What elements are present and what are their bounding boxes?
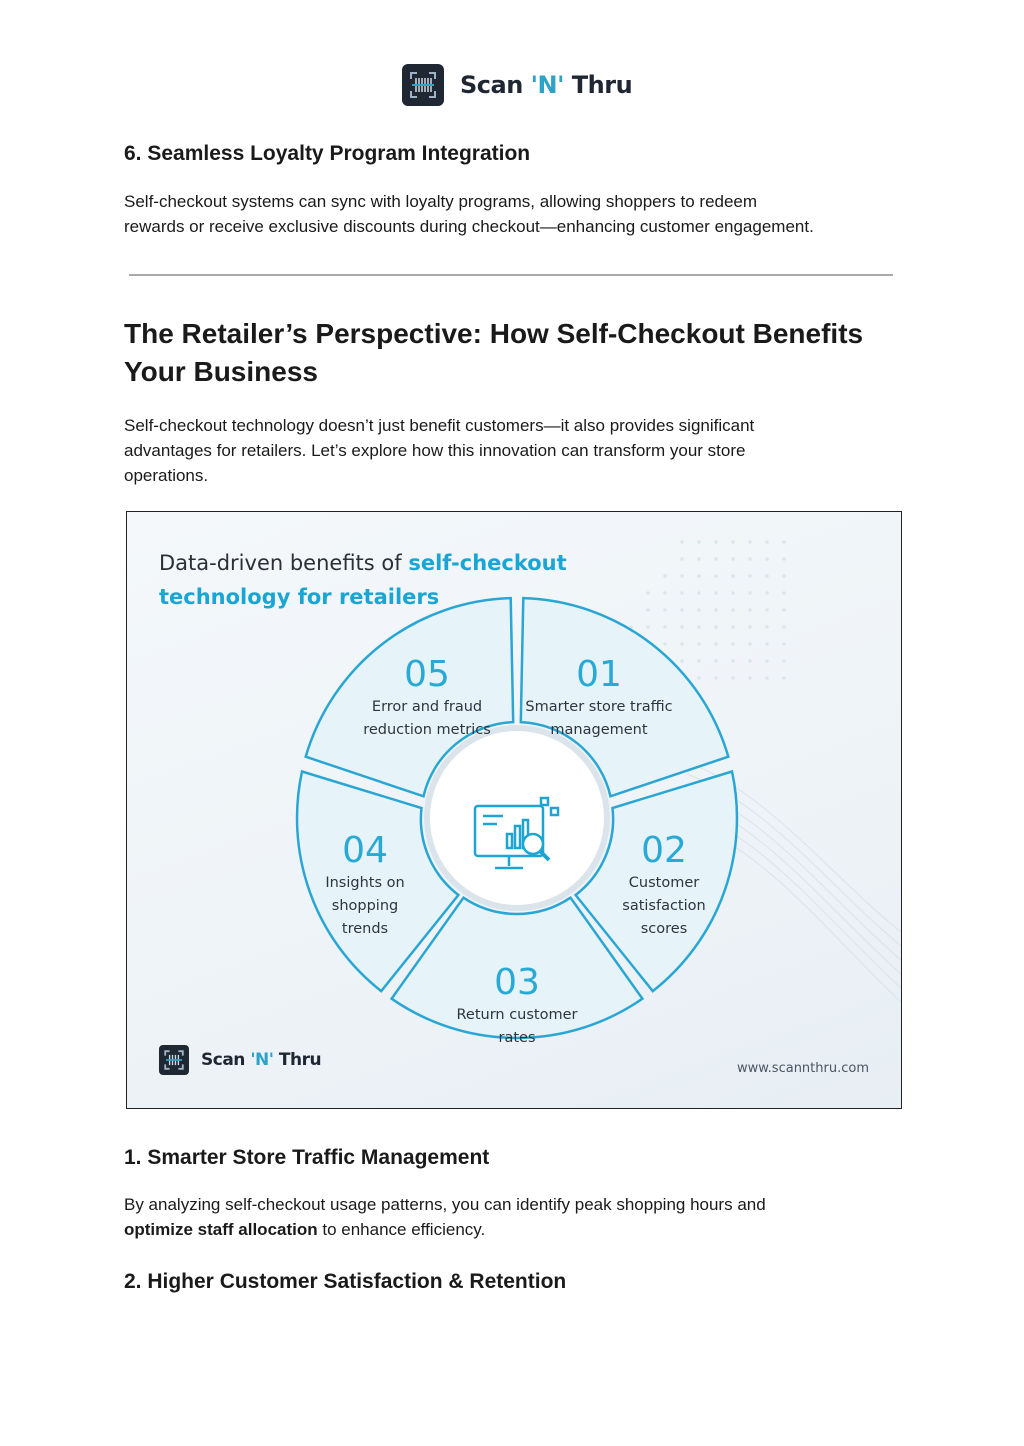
divider — [129, 274, 893, 276]
section-1-body: By analyzing self-checkout usage patterns, you can identify peak shopping hours and optimize staff allocation to enhance efficiency. — [124, 1195, 766, 1239]
perspective-title: The Retailer’s Perspective: How Self-Checkout Benefits Your Business — [124, 318, 864, 387]
segment-text: shopping — [331, 898, 399, 914]
segment-number: 02 — [641, 830, 687, 871]
infographic — [126, 511, 902, 1109]
segment-text: satisfaction — [622, 898, 706, 914]
barcode-scan-icon — [402, 64, 444, 106]
section-6-body: Self-checkout systems can sync with loyalty programs, allowing shoppers to redeem rewards or receive exclusive discounts during checkout—enhancing customer engagement. — [124, 192, 814, 236]
infographic-title: Data-driven benefits of self-checkout technology for retailers — [159, 551, 567, 609]
segment-text: rates — [498, 1030, 536, 1046]
segment-text: scores — [640, 921, 688, 937]
section-6-heading: 6. Seamless Loyalty Program Integration — [124, 142, 531, 165]
header-logo — [402, 64, 632, 106]
segment-label-02 — [574, 830, 754, 941]
segment-label-01 — [509, 654, 689, 742]
infographic-logo — [159, 1045, 321, 1075]
segment-text: Error and fraud — [371, 699, 483, 715]
brand-name: Scan 'N' Thru — [460, 71, 633, 99]
segment-text: reduction metrics — [363, 722, 491, 738]
segment-number: 03 — [494, 962, 540, 1003]
segment-label-03 — [427, 962, 607, 1050]
segment-number: 05 — [404, 654, 450, 695]
segment-number: 01 — [576, 654, 622, 695]
brand-name: Scan 'N' Thru — [201, 1050, 322, 1070]
section-1-heading: 1. Smarter Store Traffic Management — [124, 1146, 490, 1169]
segment-text: Return customer — [456, 1007, 578, 1023]
section-2-heading: 2. Higher Customer Satisfaction & Retention — [124, 1270, 567, 1293]
perspective-body: Self-checkout technology doesn’t just benefit customers—it also provides significant advantages for retailers. Let’s explore how this innovation can transform your store operations. — [124, 416, 755, 485]
website-url: www.scannthru.com — [736, 1061, 869, 1076]
segment-label-05 — [337, 654, 517, 742]
segment-text: Smarter store traffic — [525, 699, 673, 715]
segment-number: 04 — [342, 830, 388, 871]
segment-text: trends — [341, 921, 389, 937]
segment-text: Customer — [628, 875, 700, 891]
analytics-monitor-icon — [471, 794, 567, 878]
segment-text: Insights on — [325, 875, 405, 891]
segment-label-04 — [275, 830, 455, 941]
barcode-scan-icon — [159, 1045, 189, 1075]
segment-text: management — [550, 722, 648, 738]
